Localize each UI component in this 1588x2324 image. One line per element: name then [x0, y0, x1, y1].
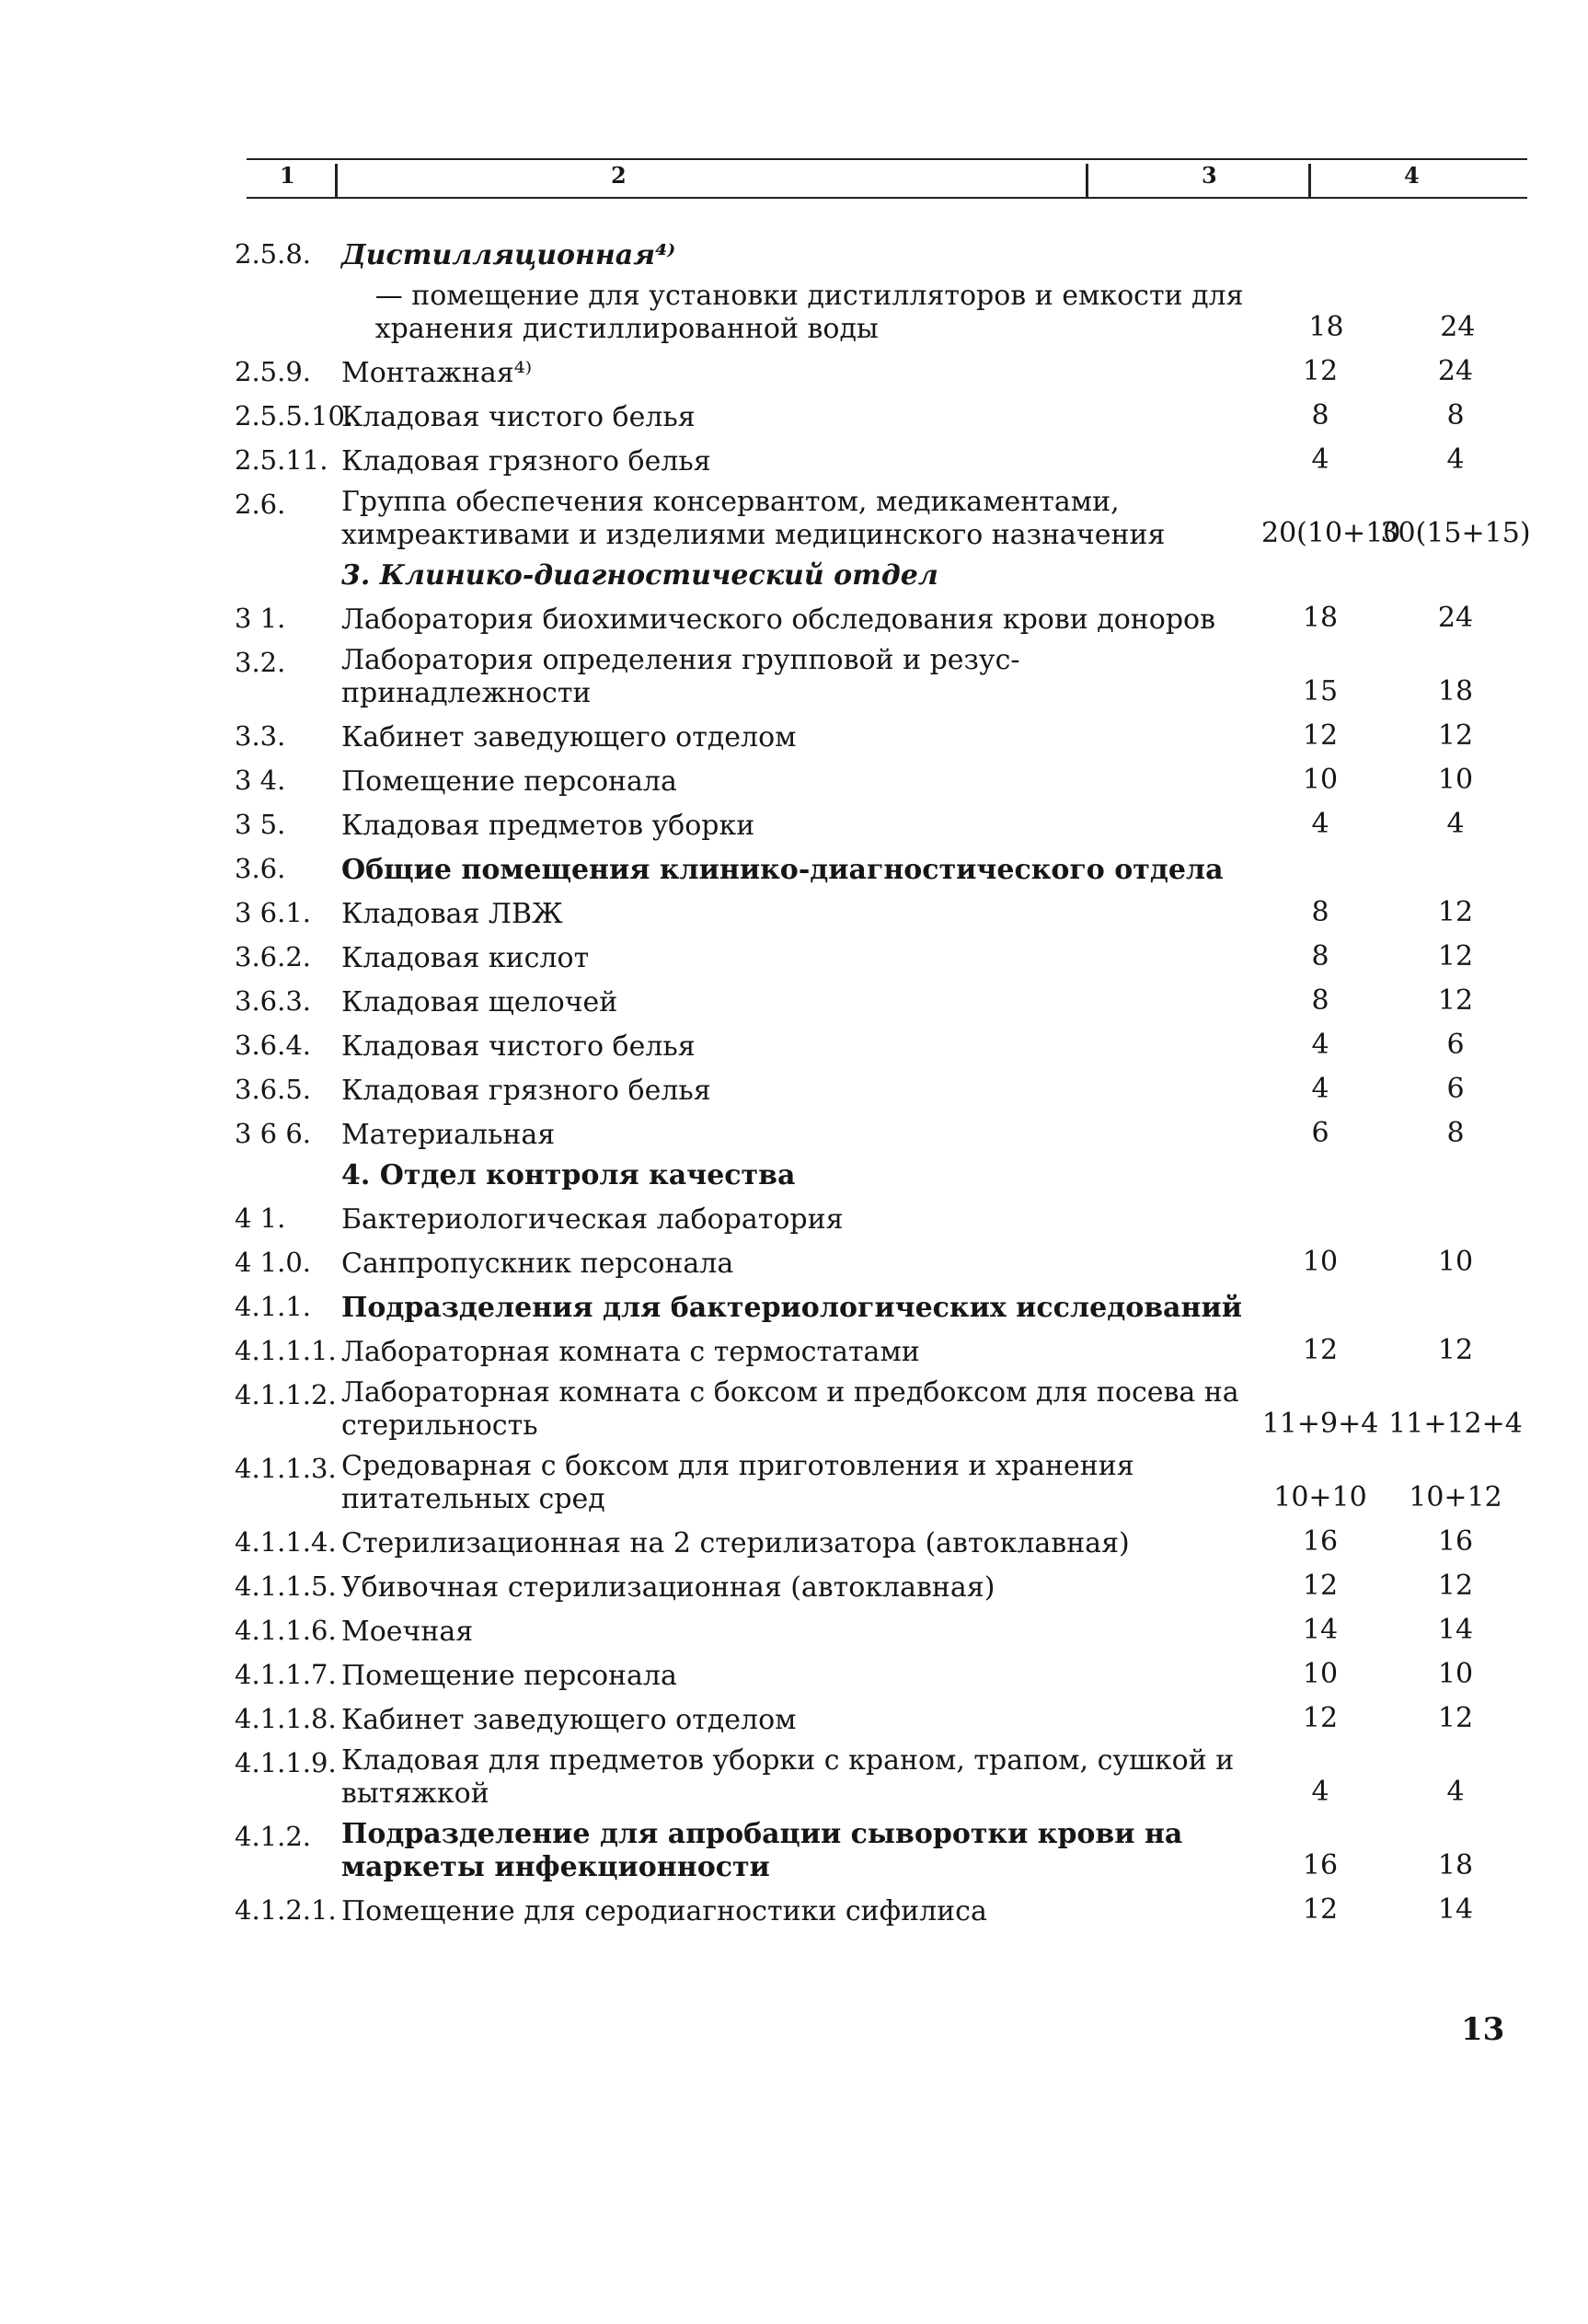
row-area-col3: 4: [1311, 808, 1329, 840]
row-room-name: Помещение персонала: [341, 765, 677, 798]
row-number: 3 6 6.: [235, 1118, 312, 1149]
row-number: 3.6.2.: [235, 941, 312, 972]
row-area-col4: 30(15+15): [1380, 517, 1531, 549]
row-area-col4: 4: [1446, 443, 1465, 476]
row-room-name: Лаборатория определения групповой и резус-принадлежности: [341, 644, 1020, 709]
row-number: 3.6.4.: [235, 1030, 312, 1061]
table-row: [235, 806, 1532, 843]
row-number: 2.5.5.10.: [235, 400, 354, 431]
row-area-col4: 12: [1437, 940, 1474, 972]
row-room-name: Кладовая щелочей: [341, 986, 618, 1018]
table-row: [235, 938, 1532, 975]
row-area-col3: 18: [1302, 602, 1339, 634]
table-header: [247, 158, 1527, 199]
table-row: [235, 442, 1532, 478]
table-row: [235, 1376, 1532, 1443]
row-area-col4: 4: [1446, 808, 1465, 840]
table-row: [235, 600, 1532, 637]
row-area-col4: 6: [1446, 1073, 1465, 1105]
row-number: 3.3.: [235, 720, 286, 752]
row-number: 2.5.9.: [235, 356, 312, 387]
row-area-col3: 4: [1311, 1776, 1329, 1808]
row-area-col4: 12: [1437, 1702, 1474, 1734]
table-row: [235, 850, 1532, 887]
row-area-col4: 10: [1437, 1658, 1474, 1690]
header-bottom-rule: [247, 197, 1527, 199]
row-number: 3 6.1.: [235, 897, 312, 928]
row-room-name: Лабораторная комната с термостатами: [341, 1336, 920, 1368]
row-number: 3.6.: [235, 853, 286, 884]
table-row: [235, 1612, 1532, 1649]
row-area-col3: 15: [1302, 675, 1339, 708]
row-room-name: Кладовая для предметов уборки с краном, трапом, сушкой и вытяжкой: [341, 1744, 1235, 1810]
row-area-col4: 24: [1440, 311, 1476, 343]
row-room-name: Подразделение для апробации сыворотки крови на маркеты инфекционности: [341, 1818, 1183, 1883]
table-row: [235, 1159, 1532, 1192]
row-number: 4.1.1.8.: [235, 1703, 337, 1734]
row-room-name: Лабораторная комната с боксом и предбоксом для посева на стерильность: [341, 1376, 1239, 1442]
row-area-col4: 8: [1446, 399, 1465, 431]
table-row: [235, 1700, 1532, 1737]
row-room-name: Подразделения для бактериологических исследований: [341, 1292, 1242, 1324]
row-room-name: Общие помещения клинико-диагностического отдела: [341, 854, 1224, 886]
row-number: 3.6.3.: [235, 985, 312, 1017]
row-area-col3: 12: [1302, 1893, 1339, 1926]
row-area-col3: 10+10: [1273, 1481, 1367, 1513]
row-area-col3: 10: [1302, 1658, 1339, 1690]
row-number: 3.6.5.: [235, 1074, 312, 1105]
row-area-col3: 12: [1302, 1570, 1339, 1602]
row-room-name: Кладовая грязного белья: [341, 445, 711, 477]
row-area-col3: 12: [1302, 1334, 1339, 1366]
table-row: [235, 894, 1532, 931]
row-number: 4.1.1.2.: [235, 1379, 337, 1410]
table-row: [235, 1656, 1532, 1693]
rooms-table: [235, 228, 1532, 1928]
table-row: [235, 1524, 1532, 1560]
row-number: 3.2.: [235, 647, 286, 678]
row-area-col3: 4: [1311, 1073, 1329, 1105]
row-room-name: — помещение для установки дистилляторов и емкости для хранения дистиллированной воды: [374, 280, 1244, 345]
row-room-name: Помещение для серодиагностики сифилиса: [341, 1895, 987, 1927]
table-row: [235, 353, 1532, 390]
row-room-name: Кладовая предметов уборки: [341, 810, 755, 842]
table-row: [235, 1027, 1532, 1064]
row-area-col3: 20(10+10: [1261, 517, 1401, 549]
table-row: [235, 1568, 1532, 1605]
table-row: [235, 1892, 1532, 1928]
row-area-col4: 24: [1437, 355, 1474, 387]
row-area-col3: 16: [1302, 1849, 1339, 1881]
row-room-name: Стерилизационная на 2 стерилизатора (автоклавная): [341, 1527, 1130, 1559]
row-room-name: Кладовая чистого белья: [341, 1030, 696, 1063]
row-area-col3: 6: [1311, 1117, 1329, 1149]
row-number: 2.5.11.: [235, 444, 328, 476]
row-area-col3: 8: [1311, 399, 1329, 431]
table-row: [235, 1450, 1532, 1516]
table-row: [235, 718, 1532, 754]
row-number: 4.1.1.5.: [235, 1570, 337, 1602]
row-room-name: Кабинет заведующего отделом: [341, 721, 797, 754]
table-row: [235, 983, 1532, 1019]
row-area-col4: 4: [1446, 1776, 1465, 1808]
row-number: 4.1.2.: [235, 1821, 312, 1852]
row-area-col4: 12: [1437, 896, 1474, 928]
row-area-col4: 12: [1437, 1334, 1474, 1366]
row-room-name: Помещение персонала: [341, 1660, 677, 1692]
table-row: [235, 1200, 1532, 1237]
row-area-col4: 24: [1437, 602, 1474, 634]
row-room-name: Средоварная с боксом для приготовления и хранения питательных сред: [341, 1450, 1134, 1515]
row-number: 3 5.: [235, 809, 286, 840]
row-room-name: Кладовая ЛВЖ: [341, 898, 563, 930]
header-col-2: 2: [611, 162, 627, 189]
header-top-rule: [247, 158, 1527, 160]
row-area-col4: 10: [1437, 764, 1474, 796]
table-row: [235, 1744, 1532, 1811]
row-area-col4: 12: [1437, 984, 1474, 1017]
row-room-name: Дистилляционная⁴⁾: [341, 239, 676, 271]
row-room-name: Кладовая кислот: [341, 942, 590, 974]
row-number: 4.1.1.1.: [235, 1335, 337, 1366]
table-row: [235, 486, 1532, 552]
row-area-col4: 12: [1437, 1570, 1474, 1602]
row-room-name: Убивочная стерилизационная (автоклавная): [341, 1571, 995, 1604]
row-number: 4.1.1.4.: [235, 1526, 337, 1558]
row-room-name: Материальная: [341, 1119, 556, 1151]
row-room-name: Группа обеспечения консервантом, медикаментами, химреактивами и изделиями медицинского назначения: [341, 486, 1166, 551]
row-area-col4: 14: [1437, 1614, 1474, 1646]
table-row: [235, 559, 1532, 593]
row-number: 3 1.: [235, 603, 286, 634]
row-area-col4: 18: [1437, 675, 1474, 708]
table-row: [235, 1332, 1532, 1369]
header-divider: [335, 164, 338, 197]
table-row: [235, 397, 1532, 434]
row-room-name: Кабинет заведующего отделом: [341, 1704, 797, 1736]
row-number: 2.5.8.: [235, 238, 312, 270]
header-divider: [1308, 164, 1311, 197]
page-number: 13: [1461, 2011, 1505, 2048]
header-divider: [1086, 164, 1088, 197]
row-area-col4: 11+12+4: [1388, 1408, 1523, 1440]
row-area-col3: 18: [1308, 311, 1344, 343]
row-area-col3: 12: [1302, 719, 1339, 752]
row-area-col4: 10+12: [1409, 1481, 1502, 1513]
row-area-col3: 8: [1311, 940, 1329, 972]
table-row: [235, 762, 1532, 799]
row-number: 4 1.0.: [235, 1247, 312, 1278]
row-number: 3 4.: [235, 765, 286, 796]
row-room-name: 4. Отдел контроля качества: [341, 1159, 796, 1191]
row-area-col3: 4: [1311, 443, 1329, 476]
row-number: 4 1.: [235, 1202, 286, 1234]
row-area-col3: 10: [1302, 1246, 1339, 1278]
row-number: 4.1.1.7.: [235, 1659, 337, 1690]
table-row: [235, 1818, 1532, 1884]
row-room-name: Кладовая чистого белья: [341, 401, 696, 433]
row-area-col4: 16: [1437, 1525, 1474, 1558]
row-room-name: Моечная: [341, 1616, 474, 1648]
row-number: 4.1.1.: [235, 1291, 312, 1322]
table-row: [235, 1071, 1532, 1108]
table-row: [235, 1244, 1532, 1281]
row-number: 4.1.1.9.: [235, 1747, 337, 1778]
row-area-col3: 8: [1311, 896, 1329, 928]
row-area-col3: 12: [1302, 355, 1339, 387]
row-room-name: Бактериологическая лаборатория: [341, 1203, 844, 1236]
row-area-col3: 16: [1302, 1525, 1339, 1558]
row-area-col4: 10: [1437, 1246, 1474, 1278]
row-number: 2.6.: [235, 489, 286, 520]
row-room-name: Кладовая грязного белья: [341, 1075, 711, 1107]
table-row: [235, 236, 1532, 272]
row-area-col4: 6: [1446, 1029, 1465, 1061]
row-area-col3: 11+9+4: [1261, 1408, 1379, 1440]
row-area-col3: 8: [1311, 984, 1329, 1017]
header-col-3: 3: [1202, 162, 1217, 189]
row-room-name: Санпропускник персонала: [341, 1248, 734, 1280]
row-area-col4: 8: [1446, 1117, 1465, 1149]
row-area-col3: 14: [1302, 1614, 1339, 1646]
row-area-col4: 14: [1437, 1893, 1474, 1926]
row-room-name: 3. Клинико-диагностический отдел: [341, 559, 938, 592]
row-area-col4: 18: [1437, 1849, 1474, 1881]
row-area-col3: 12: [1302, 1702, 1339, 1734]
row-number: 4.1.1.3.: [235, 1453, 337, 1484]
table-row: [235, 1288, 1532, 1325]
row-area-col3: 4: [1311, 1029, 1329, 1061]
table-row: [235, 644, 1532, 710]
table-row: [235, 280, 1532, 346]
row-area-col4: 12: [1437, 719, 1474, 752]
header-col-1: 1: [280, 162, 295, 189]
row-room-name: Лаборатория биохимического обследования крови доноров: [341, 604, 1216, 636]
row-area-col3: 10: [1302, 764, 1339, 796]
row-number: 4.1.2.1.: [235, 1894, 337, 1926]
table-row: [235, 1115, 1532, 1152]
row-room-name: Монтажная⁴⁾: [341, 357, 533, 389]
header-col-4: 4: [1404, 162, 1420, 189]
row-number: 4.1.1.6.: [235, 1615, 337, 1646]
